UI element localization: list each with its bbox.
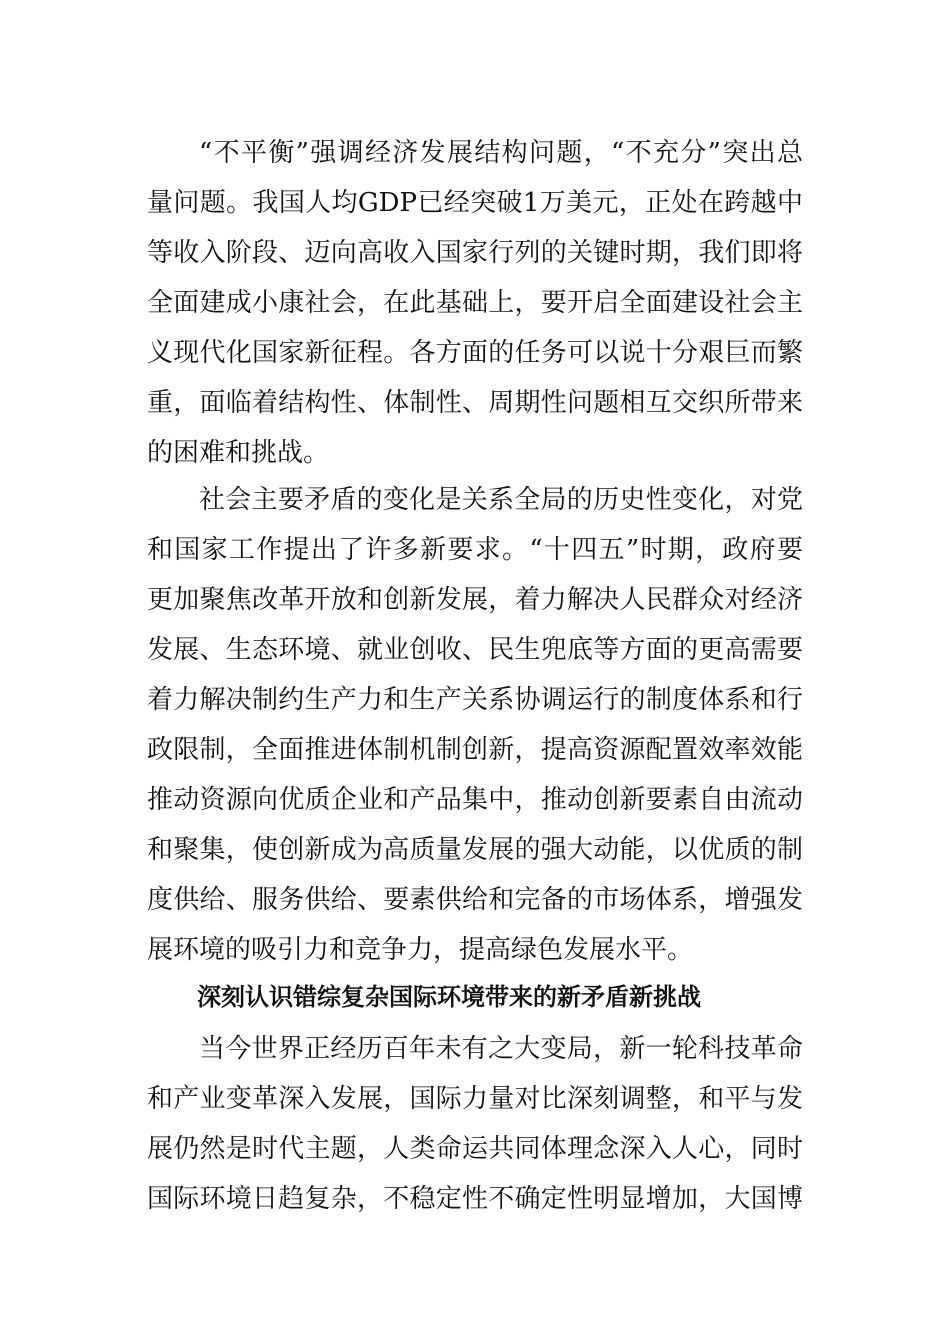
paragraph-2-line-10: 展环境的吸引力和竞争力，提高绿色发展水平。 <box>147 935 694 965</box>
paragraph-3-line-1: 当今世界正经历百年未有之大变局，新一轮科技革命 <box>199 1034 803 1064</box>
paragraph-2-line-4: 发展、生态环境、就业创收、民生兜底等方面的更高需要 <box>147 635 803 665</box>
paragraph-2-line-8: 和聚集，使创新成为高质量发展的强大动能，以优质的制 <box>147 835 803 865</box>
paragraph-2-line-2: 和国家工作提出了许多新要求。“十四五”时期，政府要 <box>147 535 803 565</box>
paragraph-2-line-7: 推动资源向优质企业和产品集中，推动创新要素自由流动 <box>147 785 803 815</box>
paragraph-1-line-4: 全面建成小康社会，在此基础上，要开启全面建设社会主 <box>147 288 803 318</box>
paragraph-2-line-5: 着力解决制约生产力和生产关系协调运行的制度体系和行 <box>147 685 803 715</box>
paragraph-2-line-9: 度供给、服务供给、要素供给和完备的市场体系，增强发 <box>147 885 803 915</box>
paragraph-2-line-6: 政限制，全面推进体制机制创新，提高资源配置效率效能 <box>147 735 803 765</box>
paragraph-1-line-5: 义现代化国家新征程。各方面的任务可以说十分艰巨而繁 <box>147 338 803 368</box>
paragraph-1-line-3: 等收入阶段、迈向高收入国家行列的关键时期，我们即将 <box>147 238 803 268</box>
paragraph-3-line-3: 展仍然是时代主题，人类命运共同体理念深入人心，同时 <box>147 1134 803 1164</box>
paragraph-2-line-1: 社会主要矛盾的变化是关系全局的历史性变化，对党 <box>199 485 803 515</box>
section-heading: 深刻认识错综复杂国际环境带来的新矛盾新挑战 <box>197 983 701 1011</box>
paragraph-1-line-6: 重，面临着结构性、体制性、周期性问题相互交织所带来 <box>147 388 803 418</box>
paragraph-1-line-1: “不平衡”强调经济发展结构问题，“不充分”突出总 <box>199 138 803 168</box>
paragraph-1-line-7: 的困难和挑战。 <box>147 438 330 468</box>
paragraph-3-line-4: 国际环境日趋复杂，不稳定性不确定性明显增加，大国博 <box>147 1184 803 1214</box>
paragraph-3-line-2: 和产业变革深入发展，国际力量对比深刻调整，和平与发 <box>147 1084 803 1114</box>
paragraph-2-line-3: 更加聚焦改革开放和创新发展，着力解决人民群众对经济 <box>147 585 803 615</box>
paragraph-1-line-2: 量问题。我国人均GDP已经突破1万美元，正处在跨越中 <box>147 188 803 218</box>
